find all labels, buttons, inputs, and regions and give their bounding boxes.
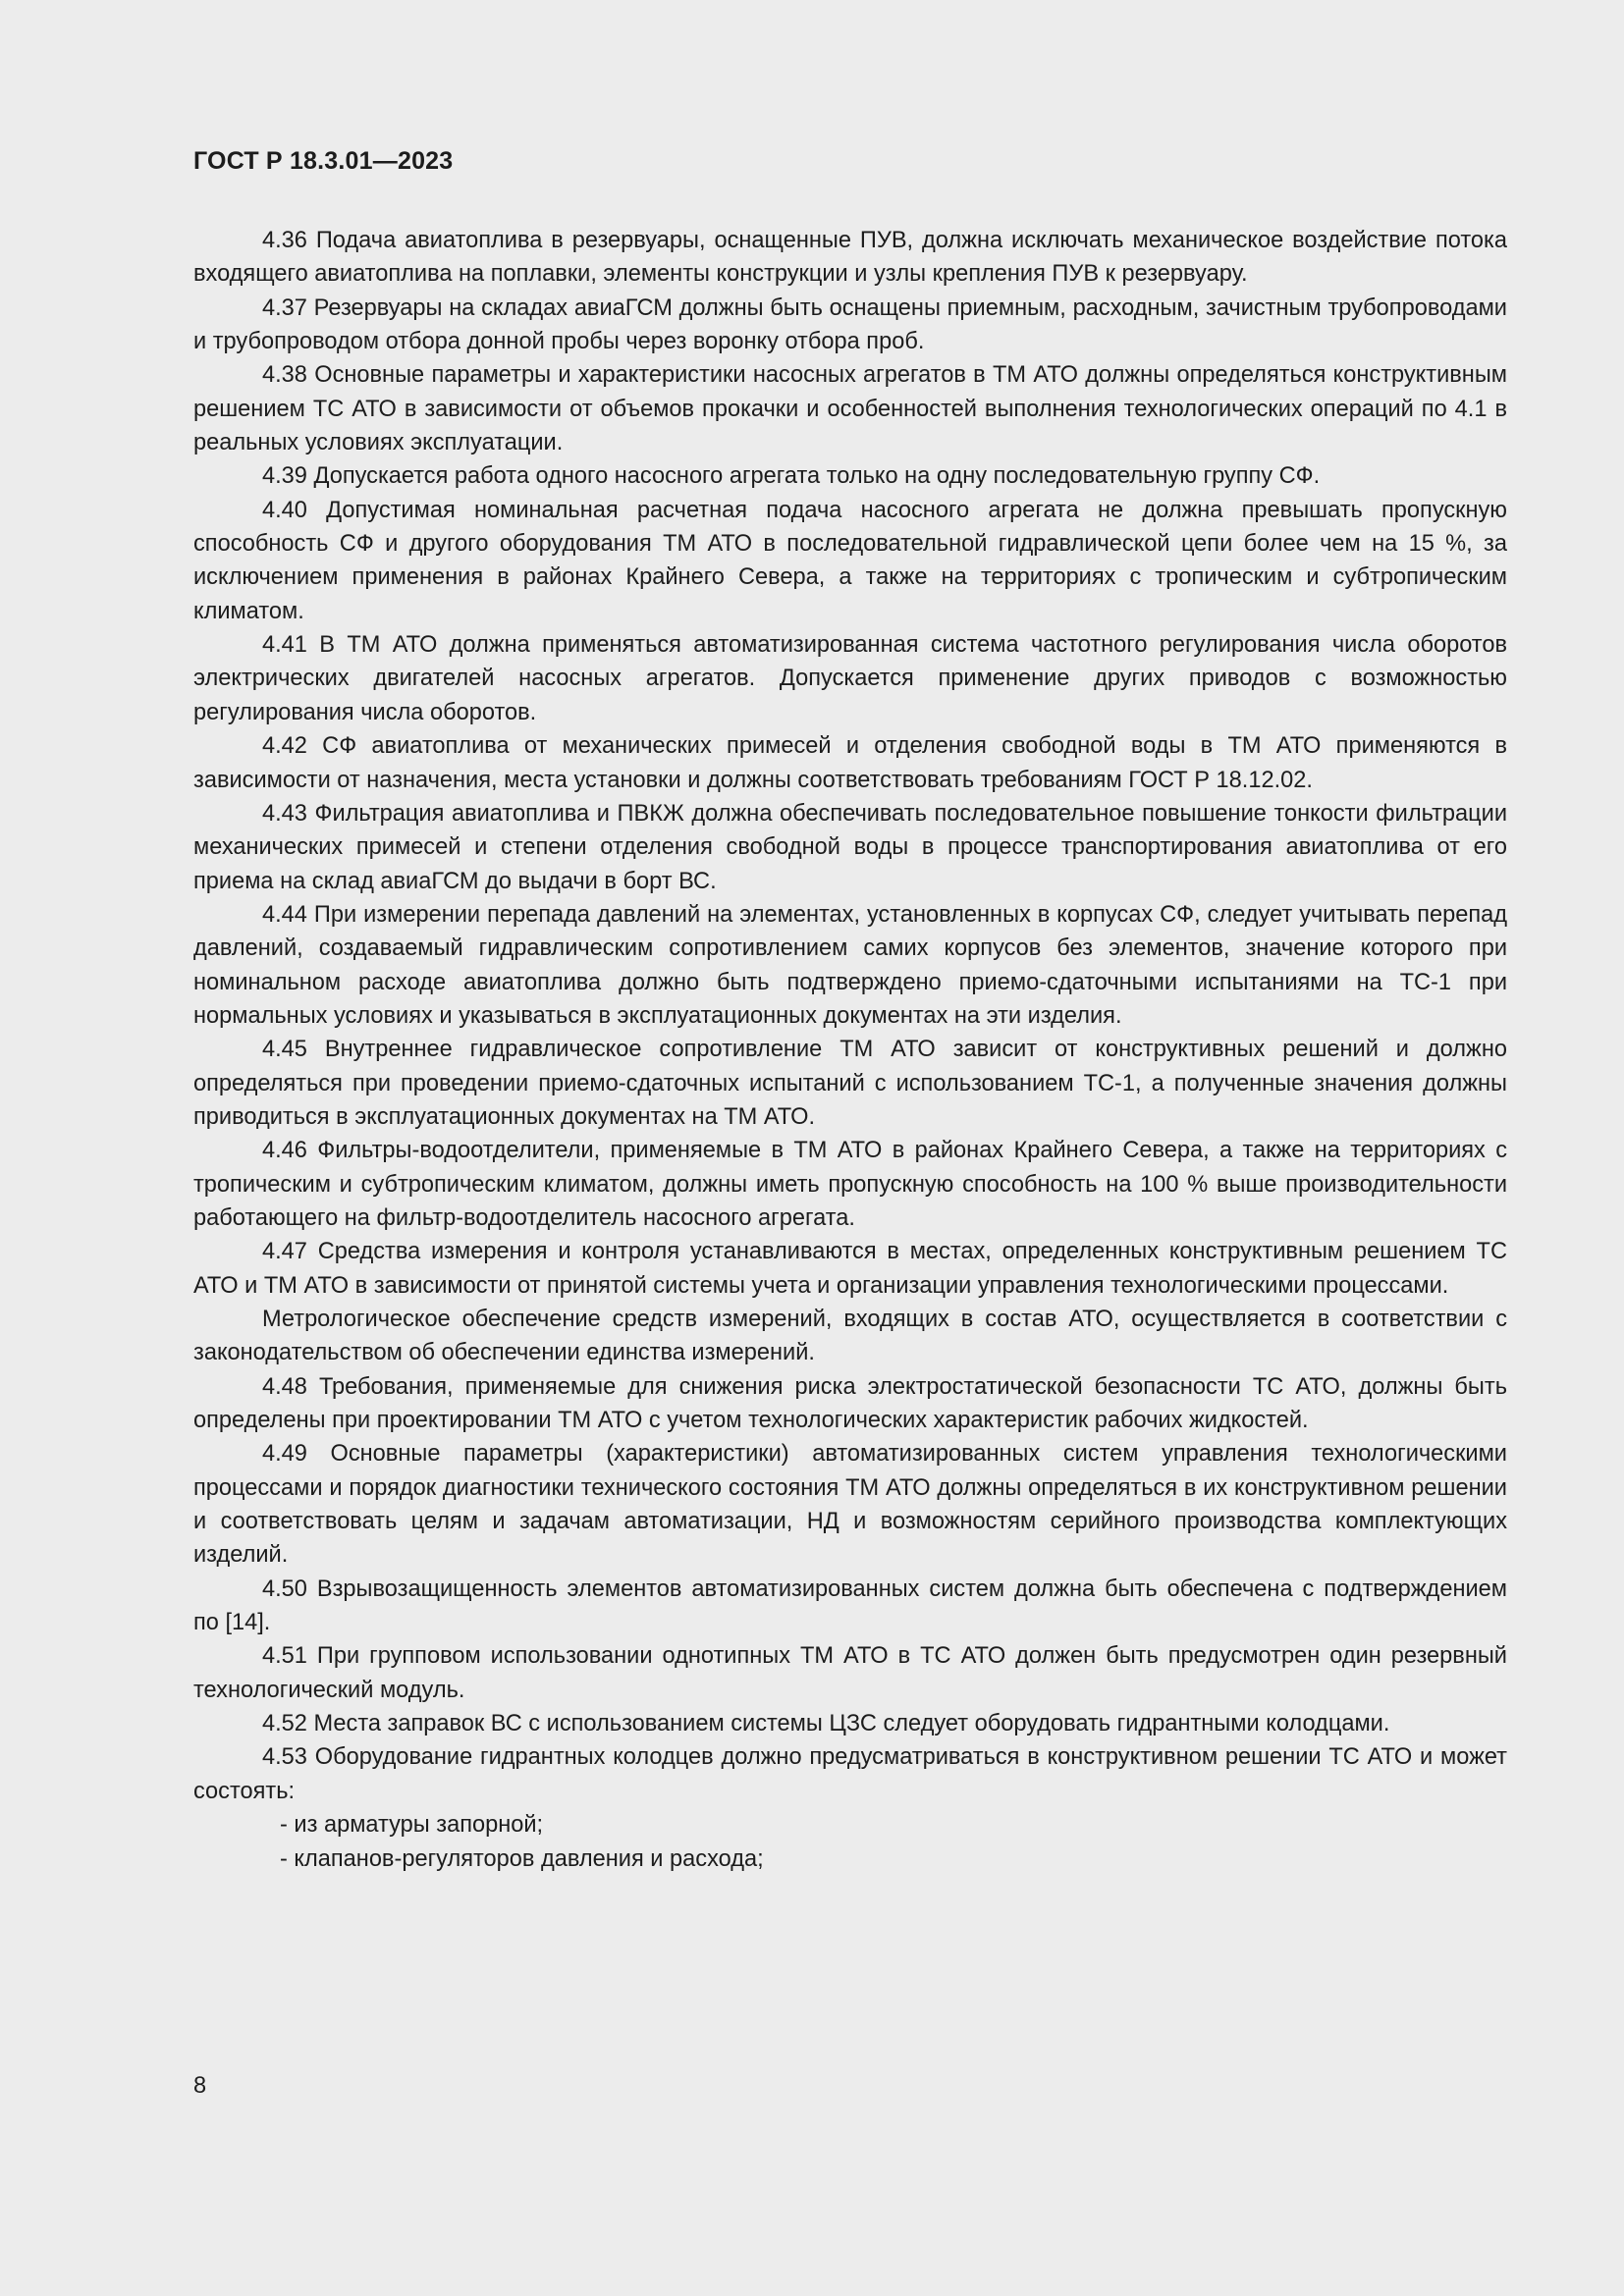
list-item: - из арматуры запорной;	[280, 1812, 544, 1839]
paragraph-4-53: 4.53 Оборудование гидрантных колодцев должно предусматриваться в конструктивном решении ТС АТО и может состоять:	[193, 1744, 1507, 1804]
paragraph-4-40: 4.40 Допустимая номинальная расчетная подача насосного агрегата не должна превышать пропускную способность СФ и другого оборудования ТМ АТО в последовательной гидравлической цепи более чем на 15 %, за исключением применения в районах Крайнего Севера, а также на территориях с тропическим и субтропическим климатом.	[193, 497, 1507, 624]
paragraph-4-42: 4.42 СФ авиатоплива от механических примесей и отделения свободной воды в ТМ АТО применяются в зависимости от назначения, места установки и должны соответствовать требованиям ГОСТ Р 18.12.02.	[193, 733, 1507, 793]
paragraph-4-46: 4.46 Фильтры-водоотделители, применяемые в ТМ АТО в районах Крайнего Севера, а также на территориях с тропическим и субтропическим климатом, должны иметь пропускную способность на 100 % выше производительности работающего на фильтр-водоотделитель насосного агрегата.	[193, 1138, 1507, 1231]
paragraph-metrology: Метрологическое обеспечение средств измерений, входящих в состав АТО, осуществляется в соответствии с законодательством об обеспечении единства измерений.	[193, 1307, 1507, 1366]
paragraph-4-52: 4.52 Места заправок ВС с использованием системы ЦЗС следует оборудовать гидрантными колодцами.	[262, 1711, 1390, 1737]
document-body	[193, 224, 1507, 1876]
paragraph-4-38: 4.38 Основные параметры и характеристики насосных агрегатов в ТМ АТО должны определяться конструктивным решением ТС АТО в зависимости от объемов прокачки и особенностей выполнения технологических операций по 4.1 в реальных условиях эксплуатации.	[193, 362, 1507, 456]
paragraph-4-48: 4.48 Требования, применяемые для снижения риска электростатической безопасности ТС АТО, должны быть определены при проектировании ТМ АТО с учетом технологических характеристик рабочих жидкостей.	[193, 1373, 1507, 1434]
page-number: 8	[193, 2073, 207, 2099]
paragraph-4-47: 4.47 Средства измерения и контроля устанавливаются в местах, определенных конструктивным решением ТС АТО и ТМ АТО в зависимости от принятой системы учета и организации управления технологическими процессами.	[193, 1239, 1507, 1299]
paragraph-4-51: 4.51 При групповом использовании однотипных ТМ АТО в ТС АТО должен быть предусмотрен один резервный технологический модуль.	[193, 1643, 1507, 1703]
standard-header: ГОСТ Р 18.3.01—2023	[193, 147, 454, 175]
list-item: - клапанов-регуляторов давления и расхода;	[280, 1845, 764, 1872]
paragraph-4-36: 4.36 Подача авиатоплива в резервуары, оснащенные ПУВ, должна исключать механическое воздействие потока входящего авиатоплива на поплавки, элементы конструкции и узлы крепления ПУВ к резервуару.	[193, 228, 1507, 288]
paragraph-4-50: 4.50 Взрывозащищенность элементов автоматизированных систем должна быть обеспечена с подтверждением по [14].	[193, 1575, 1507, 1636]
paragraph-4-41: 4.41 В ТМ АТО должна применяться автоматизированная система частотного регулирования числа оборотов электрических двигателей насосных агрегатов. Допускается применение других приводов с возможностью регулирования числа оборотов.	[193, 632, 1507, 725]
paragraph-4-45: 4.45 Внутреннее гидравлическое сопротивление ТМ АТО зависит от конструктивных решений и должно определяться при проведении приемо-сдаточных испытаний с использованием ТС-1, а полученные значения должны приводиться в эксплуатационных документах на ТМ АТО.	[193, 1037, 1507, 1130]
paragraph-4-37: 4.37 Резервуары на складах авиаГСМ должны быть оснащены приемным, расходным, зачистным трубопроводами и трубопроводом отбора донной пробы через воронку отбора проб.	[193, 294, 1507, 355]
paragraph-4-49: 4.49 Основные параметры (характеристики) автоматизированных систем управления технологическими процессами и порядок диагностики технического состояния ТМ АТО должны определяться в их конструктивном решении и соответствовать целям и задачам автоматизации, НД и возможностям серийного производства комплектующих изделий.	[193, 1441, 1507, 1569]
paragraph-4-44: 4.44 При измерении перепада давлений на элементах, установленных в корпусах СФ, следует учитывать перепад давлений, создаваемый гидравлическим сопротивлением самих корпусов без элементов, значение которого при номинальном расходе авиатоплива должно быть подтверждено приемо-сдаточными испытаниями на ТС-1 при нормальных условиях и указываться в эксплуатационных документах на эти изделия.	[193, 901, 1507, 1029]
paragraph-4-43: 4.43 Фильтрация авиатоплива и ПВКЖ должна обеспечивать последовательное повышение тонкости фильтрации механических примесей и степени отделения свободной воды в процессе транспортирования авиатоплива от его приема на склад авиаГСМ до выдачи в борт ВС.	[193, 800, 1507, 894]
paragraph-4-39: 4.39 Допускается работа одного насосного агрегата только на одну последовательную группу СФ.	[262, 463, 1321, 490]
